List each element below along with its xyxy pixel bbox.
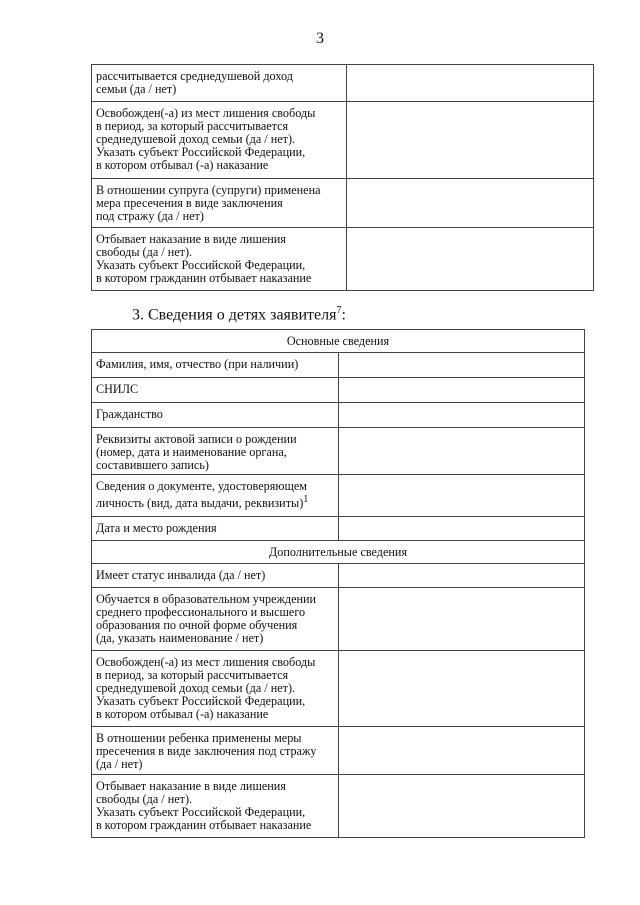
row-label-full-name: Фамилия, имя, отчество (при наличии) xyxy=(92,353,339,378)
spouse-info-table xyxy=(91,64,594,291)
row-label-income-calc: рассчитывается среднедушевой доход семьи (да / нет) xyxy=(92,65,347,102)
value-field-released-prison[interactable] xyxy=(338,651,585,727)
section-heading-suffix: : xyxy=(341,306,346,324)
row-label-serving-sentence: Отбывает наказание в виде лишения свободы (да / нет). Указать субъект Российской Федерации, в котором гражданин отбывает наказание xyxy=(92,228,347,291)
value-field-snils[interactable] xyxy=(338,378,585,403)
row-label-custody-measure: В отношении ребенка применены меры пресечения в виде заключения под стражу (да / нет) xyxy=(92,727,339,775)
table-row xyxy=(92,353,585,378)
identity-document-text: Сведения о документе, удостоверяющем личность (вид, дата выдачи, реквизиты) xyxy=(96,479,307,511)
value-field-released-prison[interactable] xyxy=(347,102,594,179)
row-label-custody-measure: В отношении супруга (супруги) применена мера пресечения в виде заключения под стражу (да / нет) xyxy=(92,179,347,228)
table-row xyxy=(92,517,585,541)
table-row xyxy=(92,378,585,403)
value-field-custody-measure[interactable] xyxy=(338,727,585,775)
table-row xyxy=(92,775,585,838)
row-label-education: Обучается в образовательном учреждении среднего профессионального и высшего образования по очной форме обучения (да, указать наименование / нет) xyxy=(92,588,339,651)
value-field-disability[interactable] xyxy=(338,564,585,588)
row-label-disability: Имеет статус инвалида (да / нет) xyxy=(92,564,339,588)
row-label-released-prison: Освобожден(-а) из мест лишения свободы в период, за который рассчитывается среднедушевой доход семьи (да / нет). Указать субъект Российской Федерации, в котором отбывал (-а) наказание xyxy=(92,651,339,727)
page-number: 3 xyxy=(316,30,324,47)
row-label-birth-date-place: Дата и место рождения xyxy=(92,517,339,541)
section-header-row xyxy=(92,330,585,353)
value-field-custody-measure[interactable] xyxy=(347,179,594,228)
value-field-income-calc[interactable] xyxy=(347,65,594,102)
main-info-header: Основные сведения xyxy=(92,330,585,353)
value-field-serving-sentence[interactable] xyxy=(347,228,594,291)
row-label-serving-sentence: Отбывает наказание в виде лишения свободы (да / нет). Указать субъект Российской Федерации, в котором гражданин отбывает наказание xyxy=(92,775,339,838)
table-row xyxy=(92,403,585,428)
value-field-identity-document[interactable] xyxy=(338,475,585,517)
value-field-birth-record[interactable] xyxy=(338,428,585,475)
section-heading-text: 3. Сведения о детях заявителя xyxy=(132,306,337,324)
footnote-marker: 1 xyxy=(303,494,309,505)
table-row xyxy=(92,65,594,102)
row-label-snils: СНИЛС xyxy=(92,378,339,403)
table-row xyxy=(92,102,594,179)
table-row xyxy=(92,475,585,517)
extra-info-header: Дополнительные сведения xyxy=(92,541,585,564)
value-field-serving-sentence[interactable] xyxy=(338,775,585,838)
value-field-citizenship[interactable] xyxy=(338,403,585,428)
row-label-identity-document xyxy=(92,475,339,517)
section-header-row xyxy=(92,541,585,564)
footnote-marker: 7 xyxy=(336,305,342,316)
children-info-table xyxy=(91,329,585,838)
value-field-education[interactable] xyxy=(338,588,585,651)
row-label-released-prison: Освобожден(-а) из мест лишения свободы в период, за который рассчитывается среднедушевой доход семьи (да / нет). Указать субъект Российской Федерации, в котором отбывал (-а) наказание xyxy=(92,102,347,179)
table-row xyxy=(92,228,594,291)
value-field-full-name[interactable] xyxy=(338,353,585,378)
table-row xyxy=(92,428,585,475)
section-heading xyxy=(132,305,346,324)
table-row xyxy=(92,727,585,775)
table-row xyxy=(92,564,585,588)
row-label-birth-record: Реквизиты актовой записи о рождении (номер, дата и наименование органа, составившего запись) xyxy=(92,428,339,475)
table-row xyxy=(92,651,585,727)
table-row xyxy=(92,179,594,228)
table-row xyxy=(92,588,585,651)
value-field-birth-date-place[interactable] xyxy=(338,517,585,541)
row-label-citizenship: Гражданство xyxy=(92,403,339,428)
